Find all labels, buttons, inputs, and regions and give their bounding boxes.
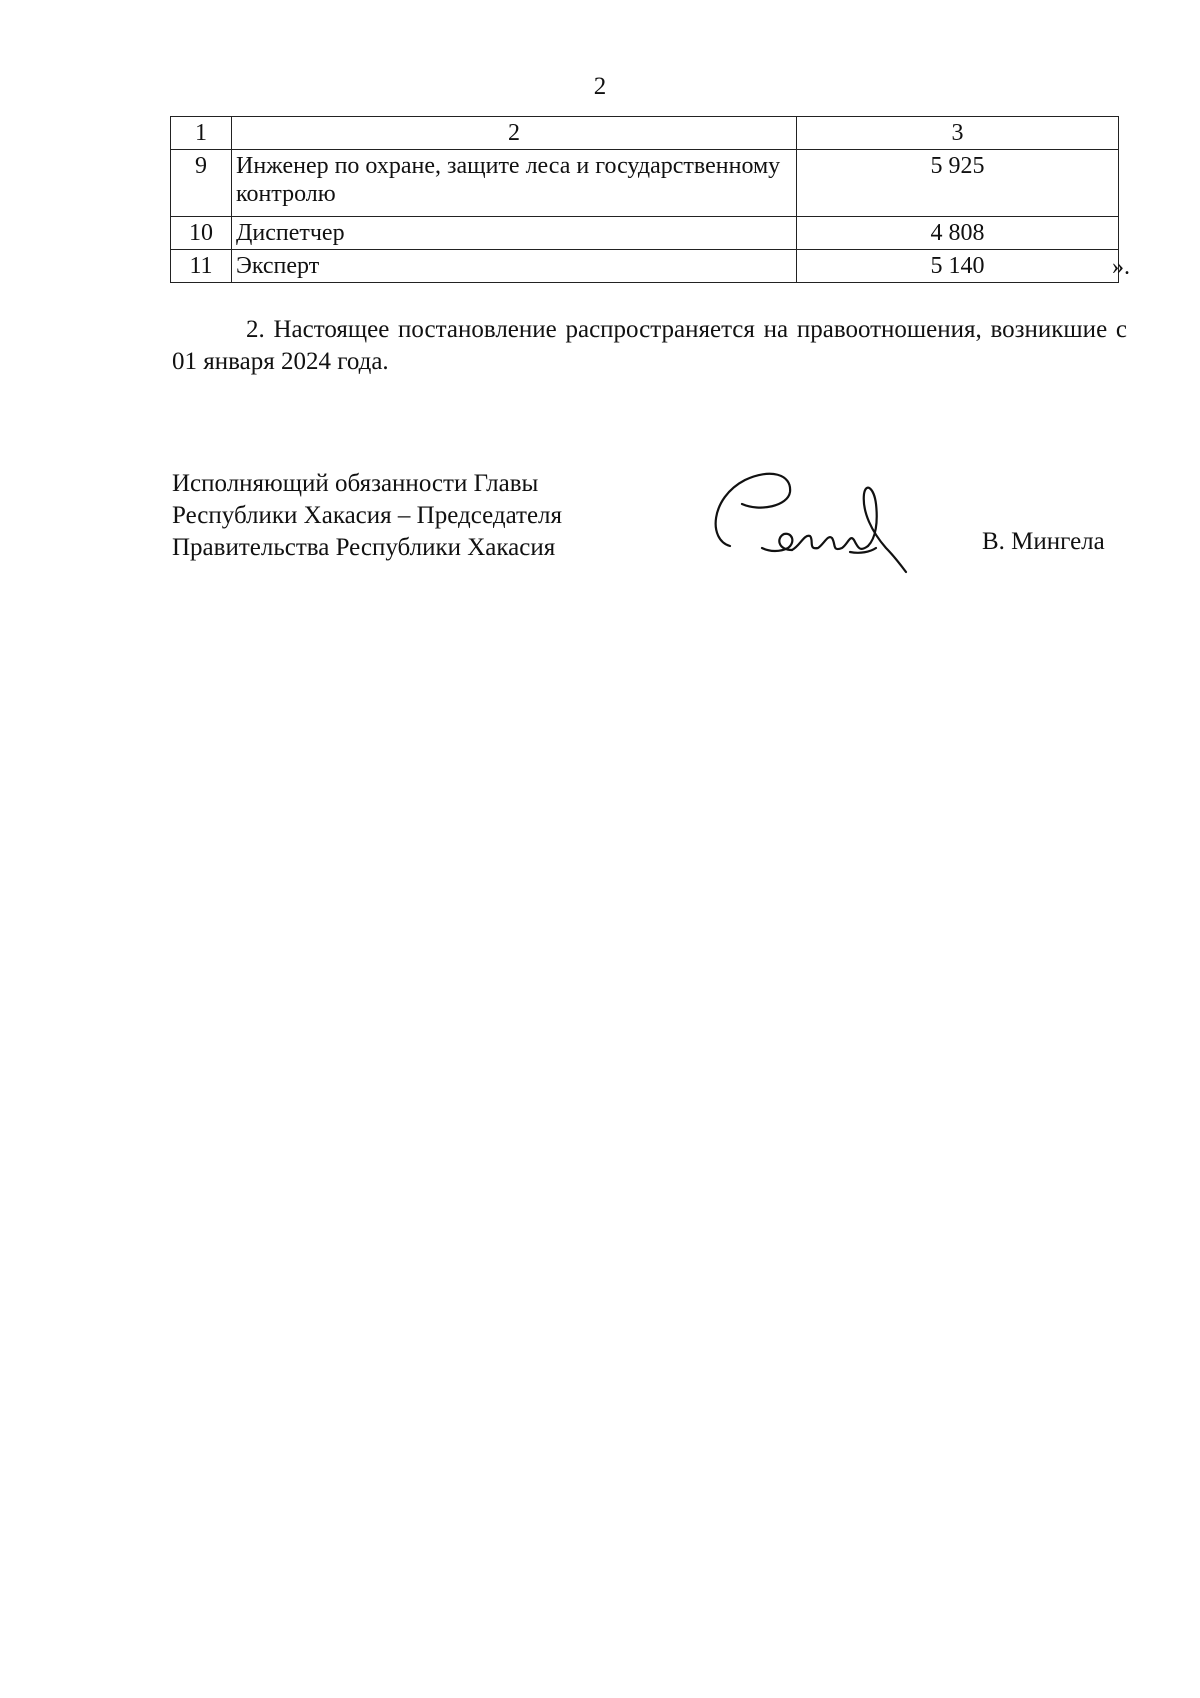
row-number: 10	[171, 217, 232, 250]
closing-quote: ».	[1112, 254, 1130, 280]
position-name: Инженер по охране, защите леса и государственному контролю	[232, 150, 797, 217]
salary-value: 4 808	[797, 217, 1119, 250]
table-header-cell: 3	[797, 117, 1119, 150]
position-name: Эксперт	[232, 250, 797, 283]
table-header-row	[171, 117, 1119, 150]
salary-value: 5 925	[797, 150, 1119, 217]
table-header-cell: 2	[232, 117, 797, 150]
row-number: 11	[171, 250, 232, 283]
signatory-title-line: Правительства Республики Хакасия	[172, 534, 556, 561]
table-row	[171, 217, 1119, 250]
signatory-title-line: Республики Хакасия – Председателя	[172, 502, 563, 529]
table-header-cell: 1	[171, 117, 232, 150]
row-number: 9	[171, 150, 232, 217]
handwritten-signature	[700, 468, 960, 578]
salary-value: 5 140	[797, 250, 1119, 283]
table-row	[171, 150, 1119, 217]
salary-table	[170, 116, 1119, 283]
page-number: 2	[593, 73, 607, 100]
position-name: Диспетчер	[232, 217, 797, 250]
signatory-title	[172, 468, 562, 564]
paragraph-text: 2. Настоящее постановление распространяется на правоотношения, возникшие с 01 января 2024 года.	[172, 316, 1127, 375]
signatory-name: В. Мингела	[982, 528, 1105, 555]
table-row	[171, 250, 1119, 283]
paragraph-effective-date	[172, 314, 1127, 378]
signatory-title-line: Исполняющий обязанности Главы	[172, 470, 539, 497]
